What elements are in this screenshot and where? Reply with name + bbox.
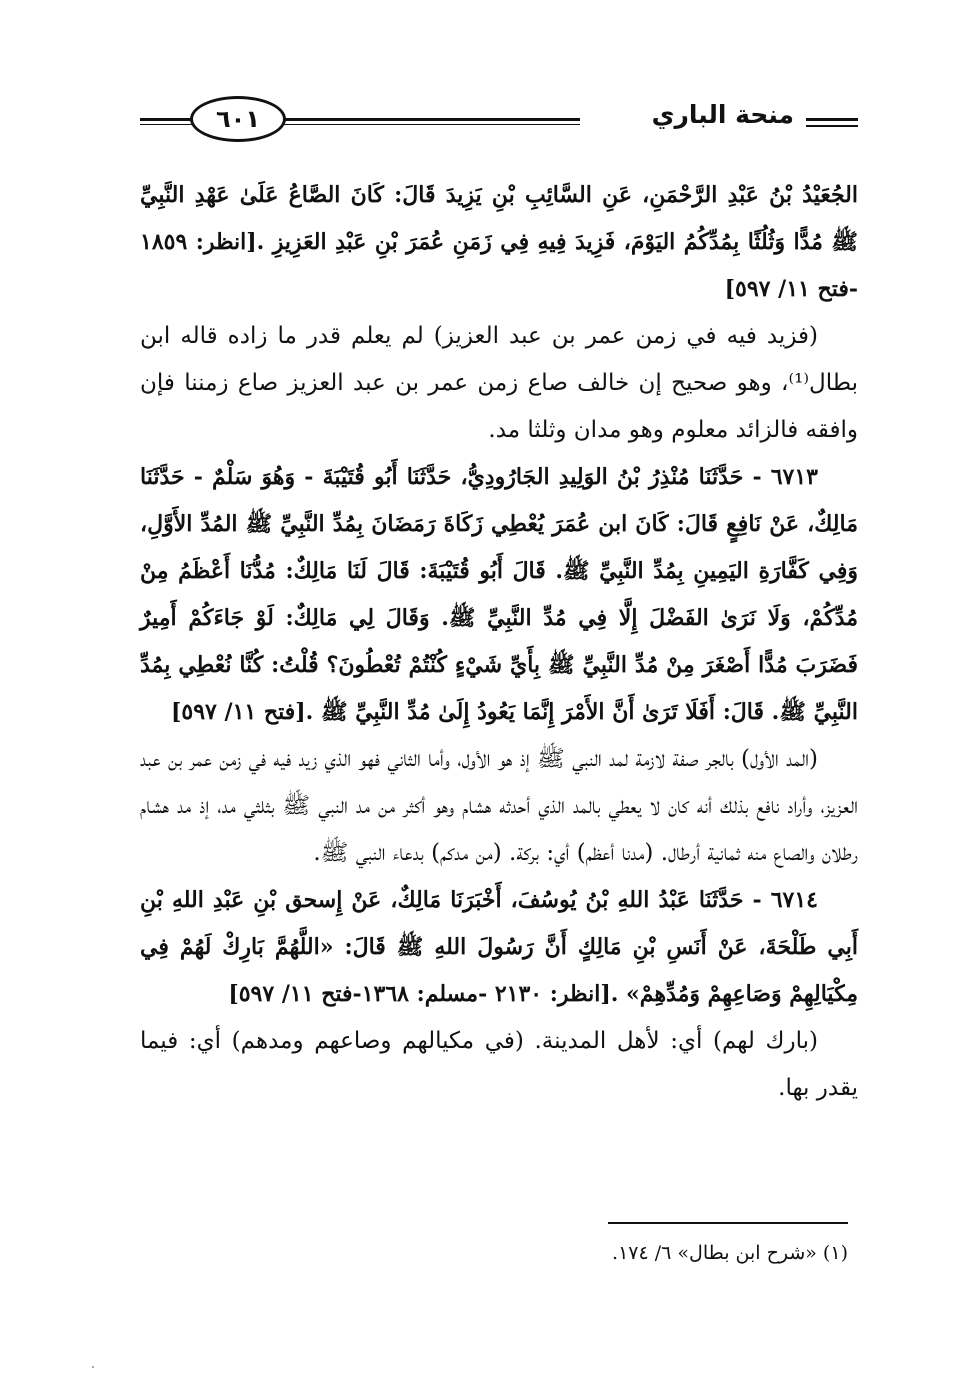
page-number: ٦٠١ — [190, 96, 286, 142]
header-rule-right — [806, 118, 858, 121]
main-text — [140, 172, 858, 1112]
footnote: (١) «شرح ابن بطال» ٦/ ١٧٤. — [612, 1242, 848, 1264]
hadith-paragraph: الجُعَيْدُ بْنُ عَبْدِ الرَّحْمَنِ، عَنِ السَّائِبِ بْنِ يَزِيدَ قَالَ: كَانَ الصَّاعُ عَلَىٰ عَهْدِ النَّبِيِّ ﷺ مُدًّا وَثُلُثًا بِمُدِّكُمُ اليَوْمَ، فَزِيدَ فِيهِ فِي زَمَنِ عُمَرَ بْنِ عَبْدِ العَزِيزِ .[انظر: ١٨٥٩ -فتح ١١/ ٥٩٧] — [140, 182, 858, 302]
scan-speck — [92, 1366, 94, 1368]
book-title: منحة الباري — [651, 100, 794, 129]
hadith-paragraph: ٦٧١٤ - حَدَّثَنَا عَبْدُ اللهِ بْنُ يُوسُفَ، أَخْبَرَنَا مَالِكٌ، عَنْ إِسحق بْنِ عَبْدِ اللهِ بْنِ أَبِي طَلْحَةَ، عَنْ أَنَسِ بْنِ مَالِكٍ أَنَّ رَسُولَ اللهِ ﷺ قَالَ: «اللَّهُمَّ بَارِكْ لَهُمْ فِي مِكْيَالِهِمْ وَصَاعِهِمْ وَمُدِّهِمْ» .[انظر: ٢١٣٠ -مسلم: ١٣٦٨-فتح ١١/ ٥٩٧] — [140, 887, 858, 1007]
footnote-separator — [608, 1222, 848, 1224]
hadith-paragraph: ٦٧١٣ - حَدَّثَنَا مُنْذِرُ بْنُ الوَلِيدِ الجَارُودِيُّ، حَدَّثَنَا أَبُو قُتَيْبَةَ - وَهُوَ سَلْمٌ - حَدَّثَنَا مَالِكٌ، عَنْ نَافِعٍ قَالَ: كَانَ ابن عُمَرَ يُعْطِي زَكَاةَ رَمَضَانَ بِمُدِّ النَّبِيِّ ﷺ المُدِّ الأَوَّلِ، وَفِي كَفَّارَةِ اليَمِينِ بِمُدِّ النَّبِيِّ ﷺ. قَالَ أَبُو قُتَيْبَةَ: قَالَ لَنَا مَالِكٌ: مُدُّنَا أَعْظَمُ مِنْ مُدِّكُمْ، وَلَا نَرَىٰ الفَضْلَ إِلَّا فِي مُدِّ النَّبِيِّ ﷺ. وَقَالَ لِي مَالِكٌ: لَوْ جَاءَكُمْ أَمِيرٌ فَضَرَبَ مُدًّا أَصْغَرَ مِنْ مُدِّ النَّبِيِّ ﷺ بِأَيِّ شَيْءٍ كُنْتُمْ تُعْطُونَ؟ قُلْتُ: كُنَّا نُعْطِي بِمُدِّ النَّبِيِّ ﷺ. قَالَ: أَفَلَا تَرَىٰ أَنَّ الأَمْرَ إِنَّمَا يَعُودُ إِلَىٰ مُدِّ النَّبِيِّ ﷺ .[فتح ١١/ ٥٩٧] — [140, 464, 858, 725]
commentary-paragraph: (فزيد فيه في زمن عمر بن عبد العزيز) لم يعلم قدر ما زاده قاله ابن بطال⁽¹⁾، وهو صحيح إن خالف صاع زمن عمر بن عبد العزيز صاع زمننا فإن وافقه فالزائد معلوم وهو مدان وثلثا مد. — [140, 323, 858, 443]
commentary-paragraph: (المد الأول) بالجر صفة لازمة لمد النبي ﷺ إذ هو الأول، وأما الثاني فهو الذي زيد فيه في زمن عمر بن عبد العزيز، وأراد نافع بذلك أنه كان لا يعطي بالمد الذي أحدثه هشام وهو أكثر من مد النبي ﷺ بثلثي مد، إذ مد هشام رطلان والصاع منه ثمانية أرطال. (مدنا أعظم) أي: بركة. (من مدكم) بدعاء النبي ﷺ. — [140, 746, 858, 866]
commentary-paragraph: (بارك لهم) أي: لأهل المدينة. (في مكيالهم وصاعهم ومدهم) أي: فيما يقدر بها. — [140, 1028, 858, 1101]
page-header — [140, 92, 858, 162]
